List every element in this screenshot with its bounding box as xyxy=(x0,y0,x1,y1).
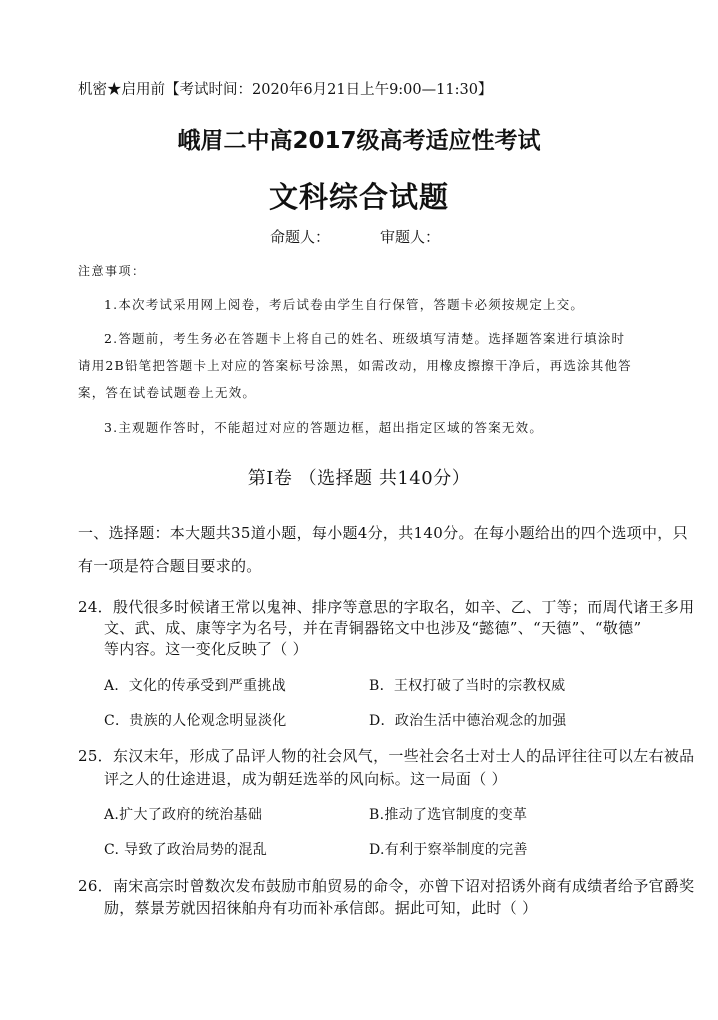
confidential-header: 机密★启用前【考试时间：2020年6月21日上午9:00—11:30】 xyxy=(78,82,493,98)
q24-option-a: A．文化的传承受到严重挑战 xyxy=(104,678,287,694)
notice-item-2-line-3: 案，答在试卷试题卷上无效。 xyxy=(78,385,257,400)
q24-stem-line-3: 等内容。这一变化反映了（ ） xyxy=(104,640,308,658)
q25-option-a: A.扩大了政府的统治基础 xyxy=(104,807,263,823)
q26-stem-line-1: 26．南宋高宗时曾数次发布鼓励市舶贸易的命令，亦曾下诏对招诱外商有成绩者给予官爵奖 xyxy=(78,877,695,895)
setter-label: 命题人： xyxy=(270,228,331,246)
notice-item-3: 3.主观题作答时，不能超过对应的答题边框，超出指定区域的答案无效。 xyxy=(104,420,544,435)
q24-option-c: C．贵族的人伦观念明显淡化 xyxy=(104,713,287,729)
q26-stem-line-2: 励，蔡景芳就因招徕舶舟有功而补承信郎。据此可知，此时（ ） xyxy=(104,899,538,917)
q25-option-b: B.推动了选官制度的变革 xyxy=(369,807,528,823)
subject-title: 文科综合试题 xyxy=(268,180,449,214)
section-title: 第Ⅰ卷 （选择题 共140分） xyxy=(247,468,471,489)
q24-stem-line-2: 文、武、成、康等字为名号，并在青铜器铭文中也涉及“懿德”、“天德”、“敬德” xyxy=(104,619,642,637)
reviewer-label: 审题人： xyxy=(380,228,441,246)
section-intro-line-2: 有一项是符合题目要求的。 xyxy=(78,557,262,575)
q25-option-c: C. 导致了政治局势的混乱 xyxy=(104,842,268,858)
notice-item-1: 1.本次考试采用网上阅卷，考后试卷由学生自行保管，答题卡必须按规定上交。 xyxy=(104,297,585,312)
q25-stem-line-2: 评之人的仕途进退，成为朝廷选举的风向标。这一局面（ ） xyxy=(104,770,507,788)
q24-option-d: D．政治生活中德治观念的加强 xyxy=(369,713,567,729)
notice-item-2-line-2: 请用2B铅笔把答题卡上对应的答案标号涂黑，如需改动，用橡皮擦擦干净后，再选涂其他答 xyxy=(78,358,632,373)
q25-stem-line-1: 25．东汉末年，形成了品评人物的社会风气，一些社会名士对士人的品评往往可以左右被品 xyxy=(78,747,695,765)
q24-stem-line-1: 24．殷代很多时候诸王常以鬼神、排序等意思的字取名，如辛、乙、丁等；而周代诸王多用 xyxy=(78,598,695,616)
q24-option-b: B．王权打破了当时的宗教权威 xyxy=(369,678,566,694)
q25-option-d: D.有利于察举制度的完善 xyxy=(369,842,528,858)
section-intro-line-1: 一、选择题：本大题共35道小题，每小题4分，共140分。在每小题给出的四个选项中，只 xyxy=(78,524,688,542)
school-title: 峨眉二中高2017级高考适应性考试 xyxy=(177,128,541,154)
notice-heading: 注意事项： xyxy=(78,264,146,278)
notice-item-2-line-1: 2.答题前，考生务必在答题卡上将自己的姓名、班级填写清楚。选择题答案进行填涂时 xyxy=(104,331,626,346)
